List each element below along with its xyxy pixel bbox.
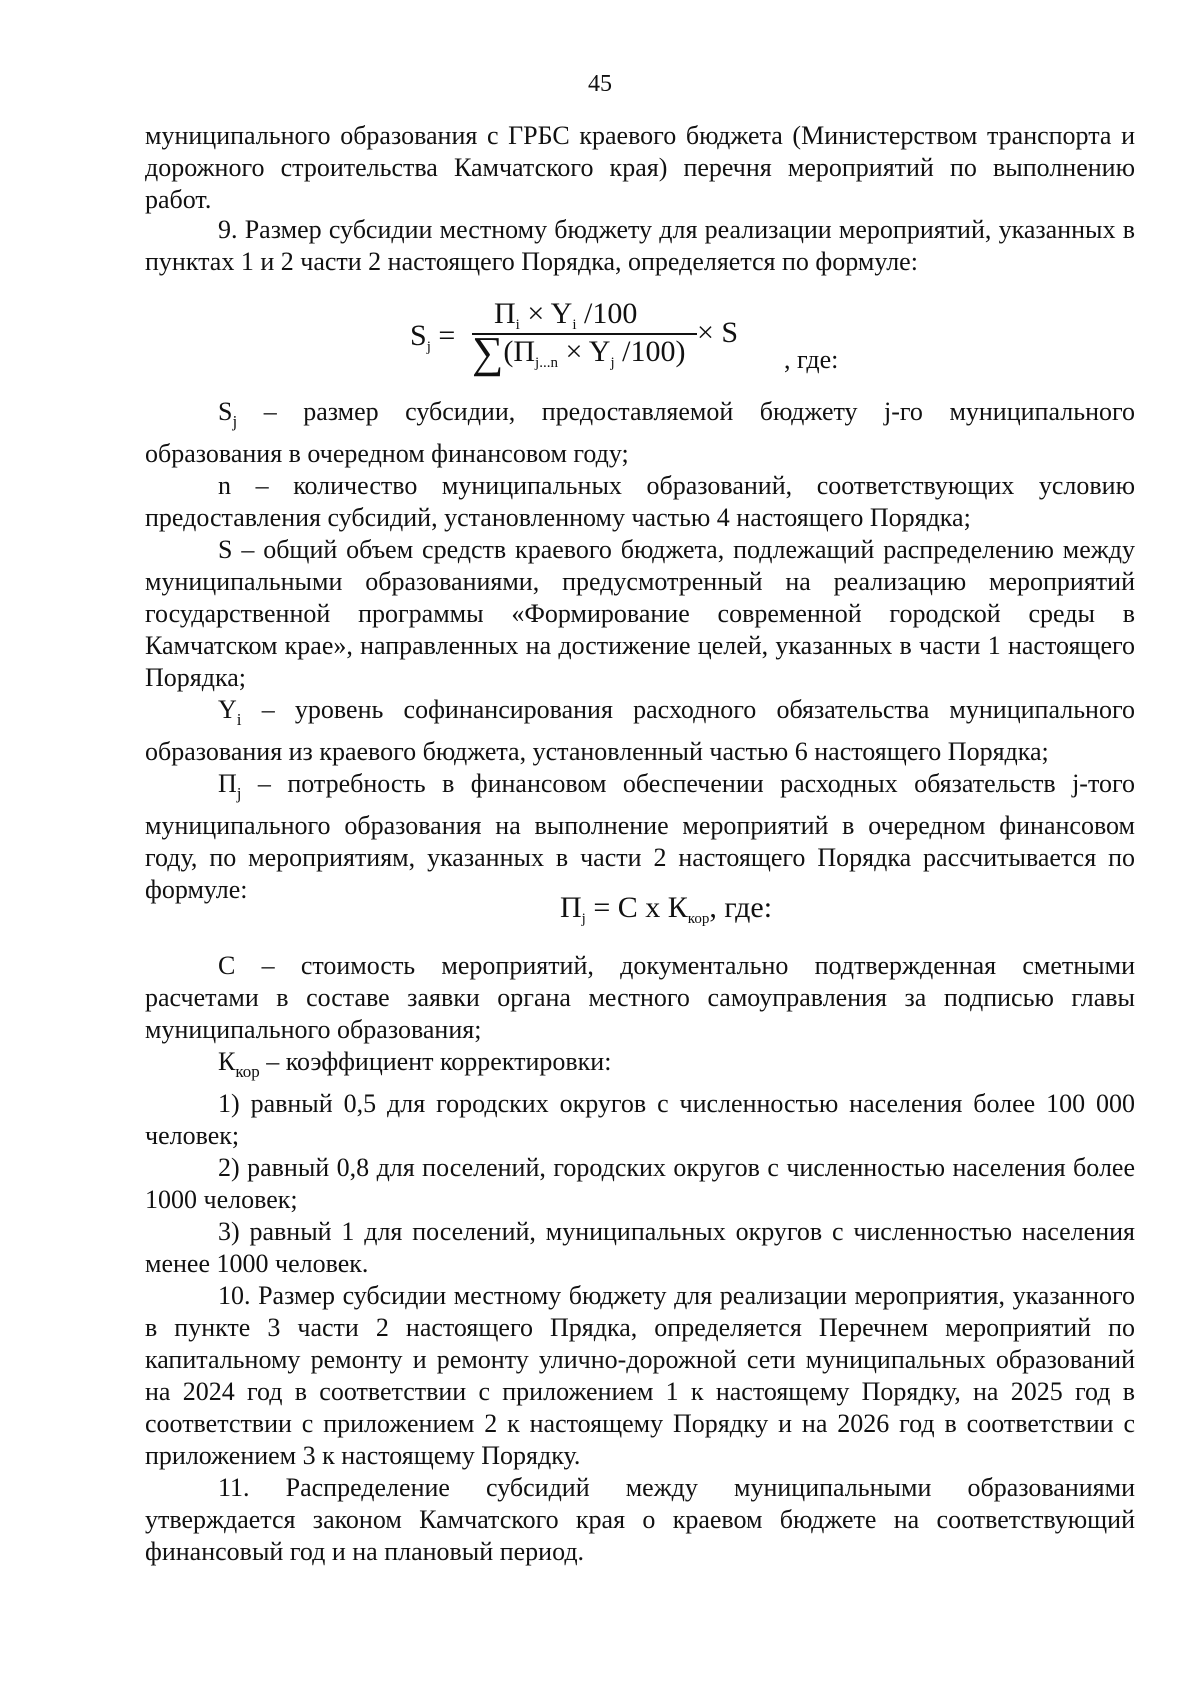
formula-numerator: $П_i \times Y_i$ /100 — [494, 297, 638, 333]
definition-c: С – стоимость мероприятий, документально подтвержденная сметными расчетами в составе заявки органа местного самоуправления за подписью главы муниципального образования; — [145, 951, 1135, 1044]
paragraph-10: 10. Размер субсидии местному бюджету для реализации мероприятия, указанного в пункте 3 части 2 настоящего Прядка, определяется Перечнем мероприятий по капитальному ремонту и ремонту улично-дорожной сети муниципальных образований на 2024 год в соответствии с приложением 1 к настоящему Порядку, на 2025 год в соответствии с приложением 2 к настоящему Порядку и на 2026 год в соответствии с приложением 3 к настоящему Порядку. — [145, 1281, 1135, 1470]
coefficient-item-1: 1) равный 0,5 для городских округов с численностью населения более 100 000 человек; — [145, 1089, 1135, 1150]
formula-lhs: $S_j$ = — [410, 319, 456, 355]
paragraph-11: 11. Распределение субсидий между муниципальными образованиями утверждается законом Камчатского края о краевом бюджете на соответствующий финансовый год и на плановый период. — [145, 1473, 1135, 1566]
paragraph-text: муниципального образования с ГРБС краевого бюджета (Министерством транспорта и дорожного строительства Камчатского края) перечня мероприятий по выполнению работ. — [145, 121, 1135, 214]
sum-symbol: ∑ — [472, 328, 504, 377]
definition-yi: $Y_i$ – уровень софинансирования расходного обязательства муниципального образования из краевого бюджета, установленный частью 6 настоящего Порядка; — [145, 695, 1135, 766]
definition-n: n – количество муниципальных образований, соответствующих условию предоставления субсидий, установленному частью 4 настоящего Порядка; — [145, 471, 1135, 532]
coefficient-item-3: 3) равный 1 для поселений, муниципальных округов с численностью населения менее 1000 человек. — [145, 1217, 1135, 1278]
coefficients-block — [145, 950, 1135, 1568]
paragraph-continuation — [145, 120, 1135, 216]
definitions-block — [145, 396, 1135, 906]
paragraph-text: 9. Размер субсидии местному бюджету для реализации мероприятий, указанных в пунктах 1 и 2 части 2 настоящего Порядка, определяется по формуле: — [145, 215, 1135, 276]
formula-denominator: $\sum(П_{j...n} \times Y_j$ /100) — [472, 328, 686, 377]
paragraph-9 — [145, 214, 1135, 278]
page-number: 45 — [588, 71, 612, 97]
formula-where: , где: — [784, 345, 839, 374]
definition-s: S – общий объем средств краевого бюджета, подлежащий распределению между муниципальными образованиями, предусмотренный на реализацию мероприятий государственной программы «Формирование современной городской среды в Камчатском крае», направленных на достижение целей, указанных в части 1 настоящего Порядка; — [145, 535, 1135, 692]
definition-pj: $П_j$ – потребность в финансовом обеспечении расходных обязательств j-того муниципального образования на выполнение мероприятий в очередном финансовом году, по мероприятиям, указанных в части 2 настоящего Порядка рассчитывается по формуле: — [145, 769, 1135, 904]
definition-sj: $S_j$ – размер субсидии, предоставляемой бюджету j-го муниципального образования в очередном финансовом году; — [145, 397, 1135, 468]
formula-rhs: × S — [697, 316, 739, 349]
need-formula: $П_j = С$ х $К_{кор}$, где: — [560, 891, 773, 927]
definition-k: $К_{кор}$ – коэффициент корректировки: — [218, 1047, 612, 1081]
coefficient-item-2: 2) равный 0,8 для поселений, городских округов с численностью населения более 1000 человек; — [145, 1153, 1135, 1214]
